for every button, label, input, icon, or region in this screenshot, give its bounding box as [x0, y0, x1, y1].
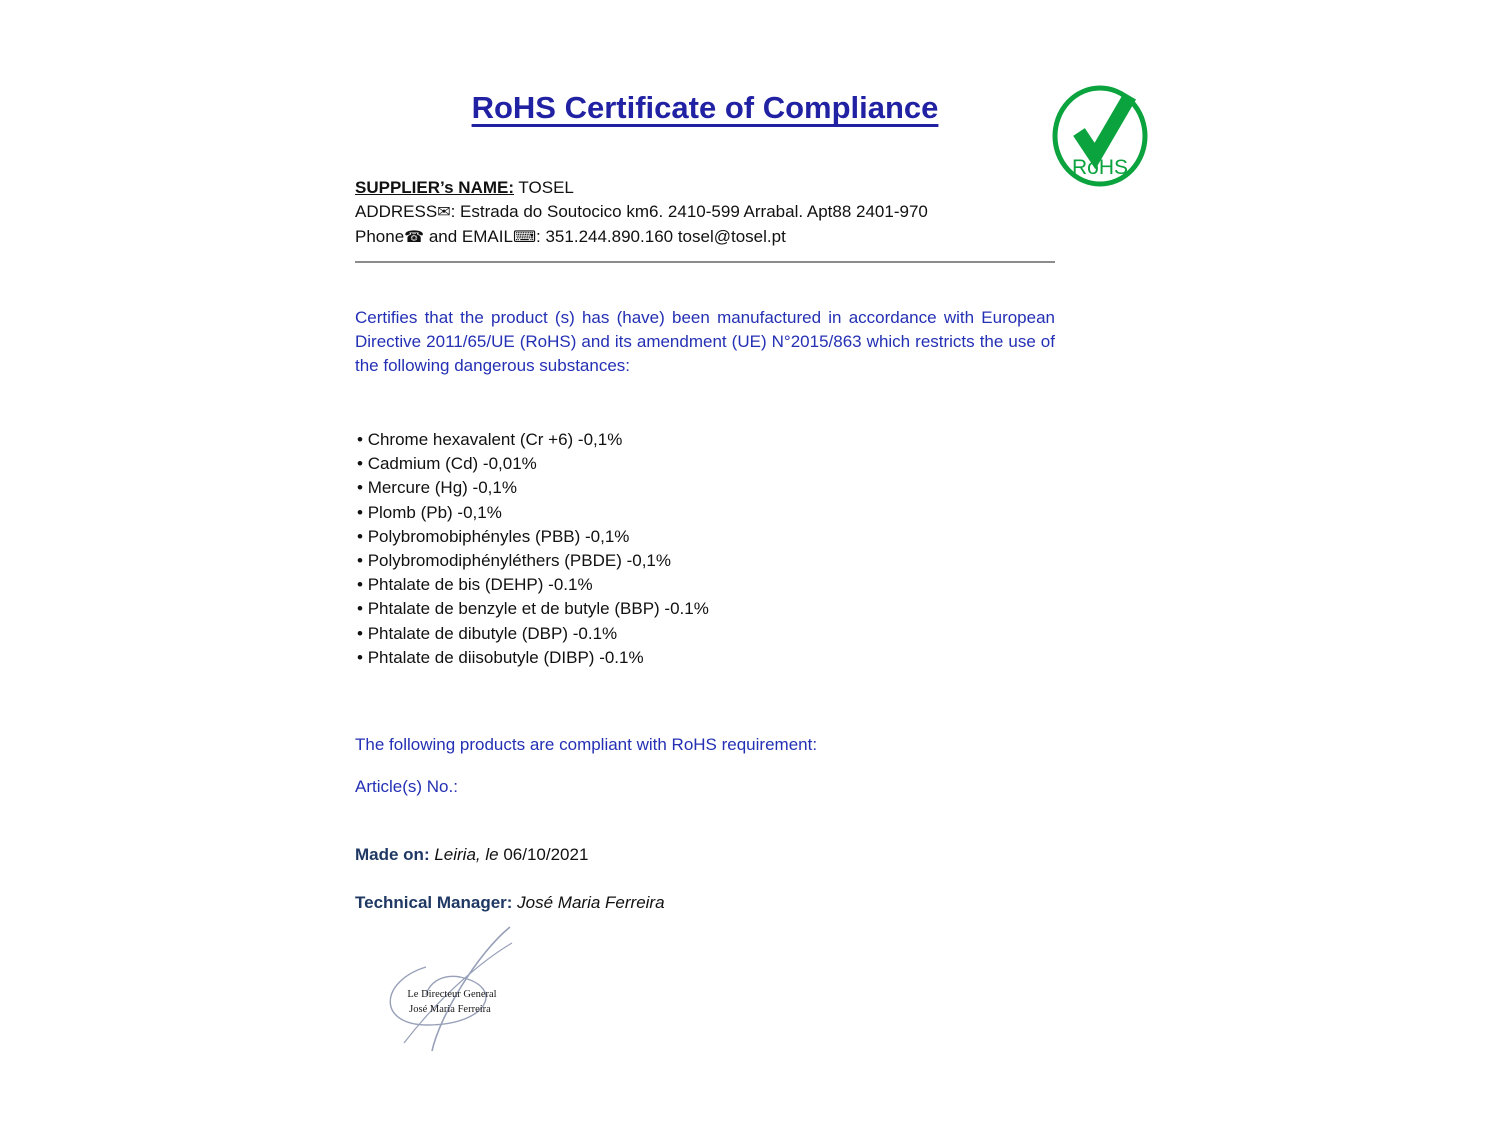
made-on-line	[355, 845, 588, 865]
phone-label: Phone	[355, 227, 405, 246]
address-label: ADDRESS	[355, 202, 438, 221]
signature-text-line1: Le Directeur General	[407, 989, 497, 1000]
email-label: and EMAIL	[424, 227, 513, 246]
rohs-logo-label: RoHS	[1071, 156, 1129, 179]
keyboard-icon: ⌨	[512, 229, 537, 246]
technical-manager-label: Technical Manager:	[355, 893, 513, 912]
phone-icon: ☎	[404, 229, 425, 246]
substance-item: • Plomb (Pb) -0,1%	[357, 501, 709, 525]
check-icon	[1079, 96, 1130, 156]
substance-item: • Cadmium (Cd) -0,01%	[357, 452, 709, 476]
substance-item: • Phtalate de bis (DEHP) -0.1%	[357, 573, 709, 597]
address-value: : Estrada do Soutocico km6. 2410-599 Arrabal. Apt88 2401-970	[450, 202, 928, 221]
signature	[360, 925, 580, 1055]
divider	[355, 261, 1055, 263]
supplier-block	[355, 176, 928, 250]
substance-item: • Phtalate de diisobutyle (DIBP) -0.1%	[357, 646, 709, 670]
made-on-label: Made on:	[355, 845, 430, 864]
page-title: RoHS Certificate of Compliance	[471, 90, 939, 125]
supplier-name-value: TOSEL	[514, 178, 574, 197]
supplier-address-line	[355, 200, 928, 225]
article-number-line: Article(s) No.:	[355, 777, 458, 796]
supplier-name-label: SUPPLIER’s NAME:	[355, 178, 515, 197]
rohs-logo	[1050, 82, 1150, 187]
substance-item: • Mercure (Hg) -0,1%	[357, 476, 709, 500]
signature-text-line2: José Maria Ferreira	[409, 1004, 491, 1015]
supplier-name-line	[355, 176, 928, 200]
made-on-place: Leiria, le	[429, 845, 504, 864]
compliance-statement: The following products are compliant with RoHS requirement:	[355, 735, 818, 754]
envelope-icon: ✉	[437, 204, 451, 221]
supplier-contact-line	[355, 225, 928, 250]
certification-paragraph: Certifies that the product (s) has (have) been manufactured in accordance with European Directive 2011/65/UE (RoHS) and its amendment (UE) N°2015/863 which restricts the use of the following dangerous substances:	[355, 308, 1055, 375]
technical-manager-line	[355, 893, 665, 913]
made-on-date: 06/10/2021	[503, 845, 589, 864]
rohs-logo-graphic	[1050, 82, 1150, 187]
signature-graphic	[360, 925, 580, 1055]
substance-item: • Polybromobiphényles (PBB) -0,1%	[357, 525, 709, 549]
technical-manager-value: José Maria Ferreira	[512, 893, 665, 912]
substance-item: • Polybromodiphényléthers (PBDE) -0,1%	[357, 549, 709, 573]
contact-value: : 351.244.890.160 tosel@tosel.pt	[536, 227, 786, 246]
substance-list	[357, 428, 709, 670]
substance-item: • Phtalate de dibutyle (DBP) -0.1%	[357, 622, 709, 646]
substance-item: • Phtalate de benzyle et de butyle (BBP) -0.1%	[357, 597, 709, 621]
substance-item: • Chrome hexavalent (Cr +6) -0,1%	[357, 428, 709, 452]
